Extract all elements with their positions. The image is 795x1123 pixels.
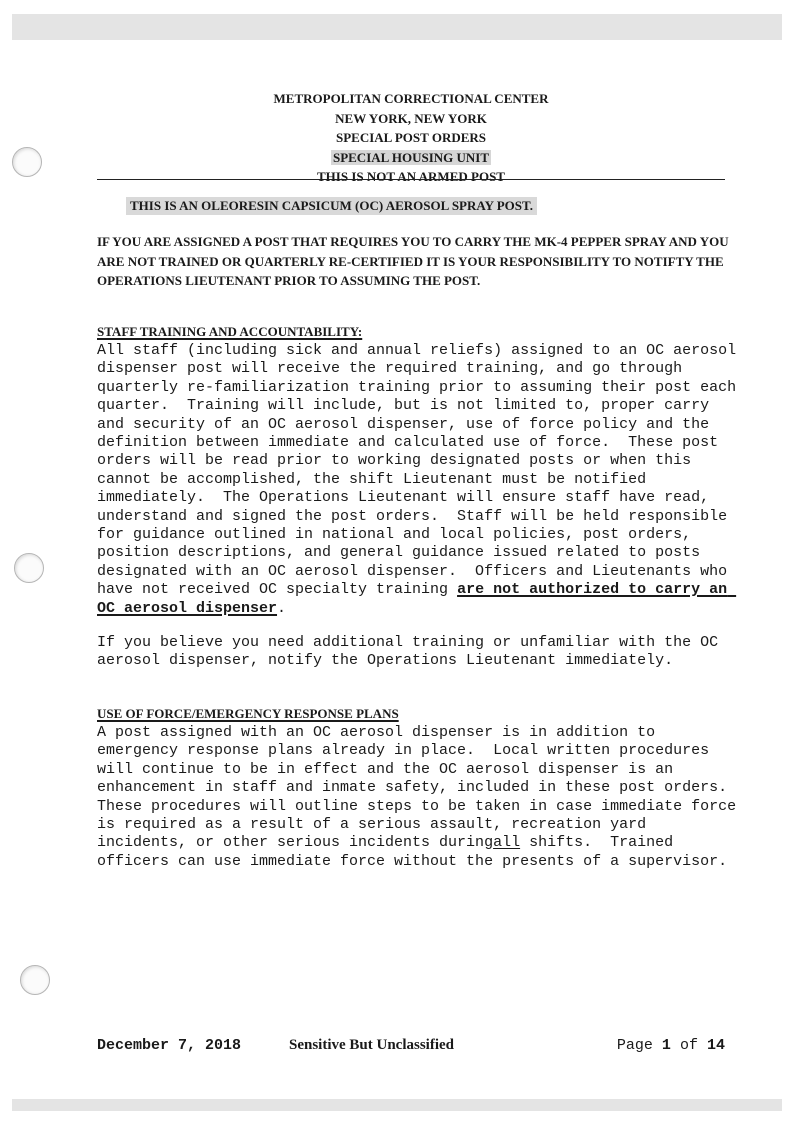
document-header <box>97 89 725 187</box>
additional-training-paragraph: If you believe you need additional training or unfamiliar with the OC aerosol dispenser, notify the Operations Lieutenant immediately. <box>97 634 728 670</box>
header-unit: SPECIAL HOUSING UNIT <box>332 149 490 165</box>
punch-hole-top <box>12 147 42 177</box>
certification-warning: IF YOU ARE ASSIGNED A POST THAT REQUIRES YOU TO CARRY THE MK-4 PEPPER SPRAY AND YOU ARE NOT TRAINED OR QUARTERLY RE-CERTIFIED IT IS YOUR RESPONSIBILITY TO NOTIFTY THE OPERATIONS LIEUTENANT PRIOR TO ASSUMING THE POST. <box>97 234 729 288</box>
page-total: 14 <box>706 1037 725 1054</box>
page-label: Page <box>616 1037 653 1054</box>
section-heading-use-of-force: USE OF FORCE/EMERGENCY RESPONSE PLANS <box>97 706 399 721</box>
header-facility: METROPOLITAN CORRECTIONAL CENTER <box>273 91 549 106</box>
page-footer <box>97 1037 725 1057</box>
staff-training-paragraph <box>97 342 746 618</box>
use-of-force-paragraph <box>97 724 746 871</box>
staff-training-text: All staff (including sick and annual reliefs) assigned to an OC aerosol dispenser post will receive the required training, and go through quarterly re-familiarization training prior to assuming their post each quarter. Training will include, but is not limited to, proper carry and security of an OC aerosol dispenser, use of force policy and the definition between immediate and calculated use of force. These post orders will be read prior to working designated posts or when this cannot be accomplished, the shift Lieutenant must be notified immediately. The Operations Lieutenant will ensure staff have read, understand and signed the post orders. Staff will be held responsible for guidance outlined in national and local policies, post orders, position descriptions, and general guidance issued related to posts designated with an OC aerosol dispenser. Officers and Lieutenants who have not received OC specialty training <box>97 342 746 599</box>
page-of: of <box>679 1037 698 1054</box>
page-current: 1 <box>661 1037 671 1054</box>
use-of-force-end: shifts. Trained officers can use immediate force without the presents of a supervisor. <box>97 834 728 870</box>
footer-page-number <box>617 1037 725 1054</box>
header-doc-type: SPECIAL POST ORDERS <box>335 130 487 145</box>
footer-date: December 7, 2018 <box>97 1037 242 1054</box>
oc-spray-banner: THIS IS AN OLEORESIN CAPSICUM (OC) AEROSOL SPRAY POST. <box>126 197 537 215</box>
footer-classification: Sensitive But Unclassified <box>289 1037 455 1053</box>
staff-training-period: . <box>277 599 287 617</box>
scan-edge-top <box>12 14 782 40</box>
punch-hole-middle <box>14 553 44 583</box>
all-shifts-underline: all <box>493 834 521 852</box>
not-authorized-emphasis: are not authorized to carry an OC aerosol dispenser <box>97 581 737 617</box>
section-heading-staff-training: STAFF TRAINING AND ACCOUNTABILITY: <box>97 324 363 339</box>
scan-edge-bottom <box>12 1099 782 1111</box>
header-armed-status: THIS IS NOT AN ARMED POST <box>317 169 505 184</box>
punch-hole-bottom <box>20 965 50 995</box>
header-location: NEW YORK, NEW YORK <box>335 110 487 126</box>
header-divider <box>97 179 725 180</box>
use-of-force-text: A post assigned with an OC aerosol dispenser is in addition to emergency response plans already in place. Local written procedures will continue to be in effect and the OC aerosol dispenser is an enhancement in staff and inmate safety, included in these post orders. These procedures will outline steps to be taken in case immediate force is required as a result of a serious assault, recreation yard incidents, or other serious incidents during <box>97 724 746 852</box>
